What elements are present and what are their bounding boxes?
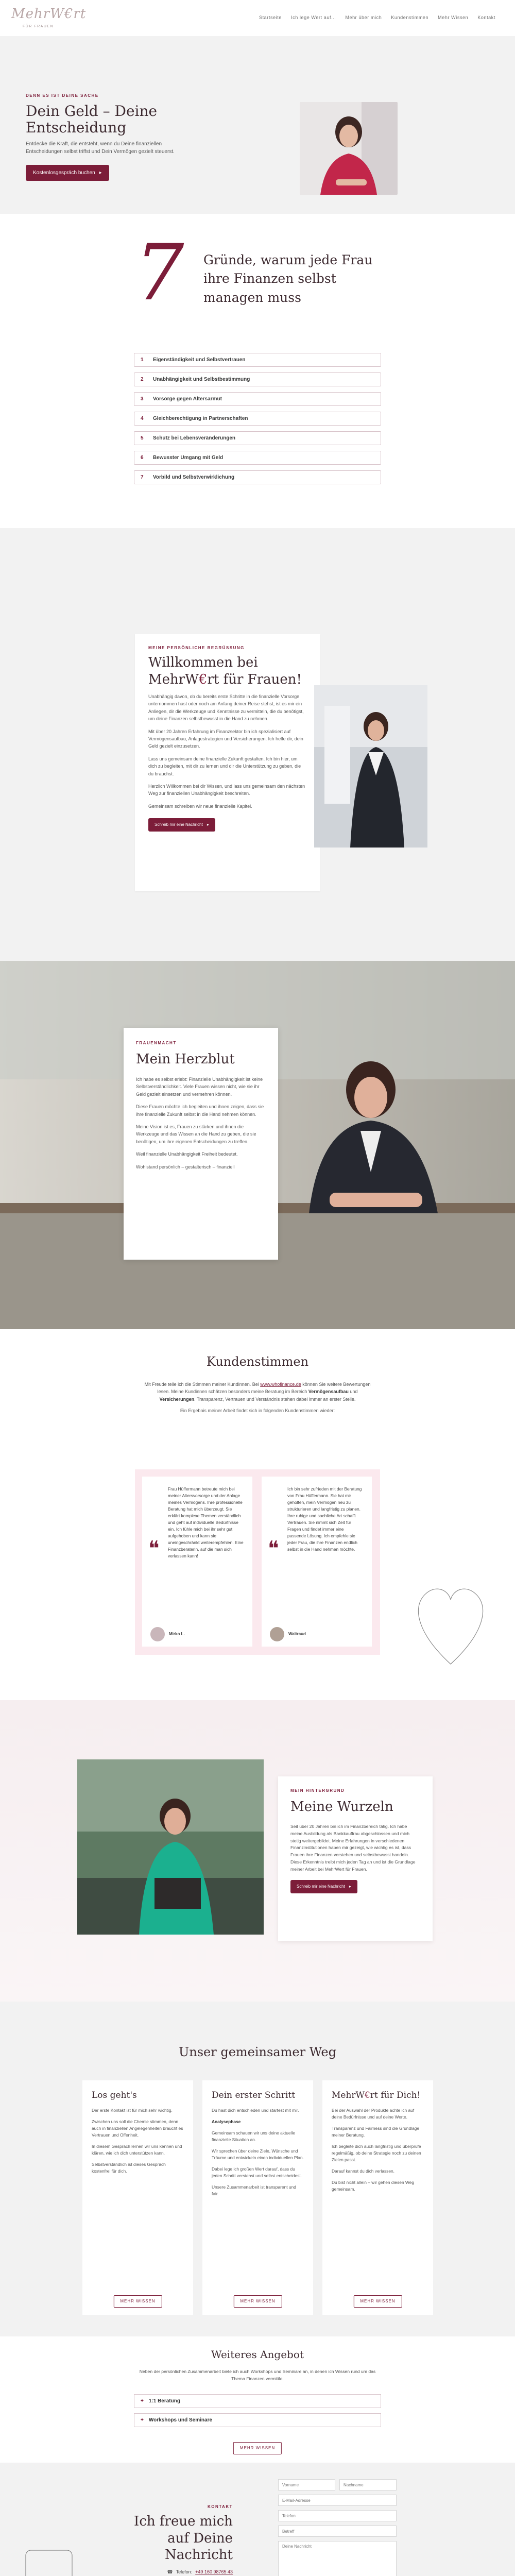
testimonials-intro-2: Ein Ergebnis meiner Arbeit findet sich in folgenden Kundenstimmen wieder:	[180, 1408, 335, 1414]
process-step-title: Los geht's	[92, 2090, 137, 2100]
herzblut-section	[0, 961, 515, 1329]
wurzeln-section	[0, 1690, 515, 2002]
herzblut-text: Wohlstand persönlich – gestalterisch – finanziell	[136, 1164, 235, 1170]
intro-text-d: . Transparenz, Vertrauen und Verständnis stehen dabei immer an erster Stelle.	[194, 1396, 356, 1402]
offers-title: Weiteres Angebot	[211, 2348, 304, 2361]
logo-mark: MehrW€rt	[11, 6, 87, 22]
welcome-text: Lass uns gemeinsam deine finanzielle Zukunft gestalten. Ich bin hier, um dich zu begleiten, mit dir zu lernen und dir die Unterstützung zu geben, die du brauchst.	[148, 756, 301, 776]
reason-item[interactable]	[134, 470, 381, 484]
arrow-right-icon: ▸	[207, 822, 209, 827]
contact-section	[0, 2463, 515, 2576]
message-button-label: Schreib mir eine Nachricht	[154, 822, 203, 827]
message-button[interactable]	[290, 1880, 357, 1893]
hero-section	[0, 36, 515, 214]
message-textarea[interactable]	[278, 2541, 397, 2576]
process-step-text: Wir sprechen über deine Ziele, Wünsche und Träume und entwickeln einen individuellen Plan.	[212, 2148, 304, 2161]
hero-content	[26, 93, 191, 181]
reason-item[interactable]	[134, 392, 381, 406]
process-title: Unser gemeinsamer Weg	[179, 2045, 336, 2059]
process-step-text: Du hast dich entschieden und startest mit mir.	[212, 2108, 299, 2113]
nav-item-startseite[interactable]: Startseite	[259, 15, 282, 20]
reason-item[interactable]	[134, 412, 381, 426]
welcome-portrait-image	[314, 685, 427, 848]
more-button[interactable]: MEHR WISSEN	[233, 2442, 282, 2454]
wurzeln-kicker: MEIN HINTERGRUND	[290, 1788, 345, 1793]
reason-label: Vorsorge gegen Altersarmut	[153, 396, 222, 402]
testimonials-carousel	[135, 1469, 380, 1655]
herzblut-card	[124, 1028, 278, 1260]
reason-number: 1	[141, 357, 144, 363]
reason-label: Bewusster Umgang mit Geld	[153, 455, 224, 461]
reason-number: 2	[141, 377, 144, 382]
arrow-right-icon: ▸	[349, 1884, 351, 1889]
avatar	[150, 1627, 165, 1641]
testimonial-text: Frau Hüffermann betreute mich bei meiner Altersvorsorge und der Anlage meines Vermögens. Ihre professionelle Beratung hat mich überzeugt. Sie erklärt komplexe Themen verständlich und geht auf individuelle Bedürfnisse ein. Ich fühle mich bei ihr sehr gut aufgehoben und kann sie uneingeschränkt weiterempfehlen. Eine Finanzberaterin, auf die man sich verlassen kann!	[168, 1486, 244, 1559]
contact-kicker: KONTAKT	[207, 2504, 233, 2509]
process-step-text: Transparenz und Fairness sind die Grundlage meiner Beratung.	[332, 2126, 420, 2138]
process-step-text: Dabei lege ich großen Wert darauf, dass du jeden Schritt verstehst und selbst entscheidest.	[212, 2166, 302, 2179]
welcome-title-prefix: Willkommen bei	[148, 655, 258, 670]
heart-outline-icon	[412, 1551, 489, 1680]
contact-info	[119, 2504, 233, 2576]
reason-number: 5	[141, 435, 144, 441]
quote-icon: ❝	[148, 1537, 160, 1561]
offer-item[interactable]	[134, 2394, 381, 2408]
reason-item[interactable]	[134, 372, 381, 386]
welcome-section	[0, 528, 515, 961]
phone-link[interactable]: +49 160 98765 43	[195, 2569, 233, 2574]
process-step-text: Der erste Kontakt ist für mich sehr wichtig.	[92, 2108, 173, 2113]
hero-text: Entdecke die Kraft, die entsteht, wenn du Deine finanziellen Entscheidungen selbst triffst und Dein Vermögen gezielt steuerst.	[26, 141, 175, 155]
hero-title: Dein Geld – Deine Entscheidung	[26, 103, 158, 137]
quote-icon: ❝	[268, 1537, 279, 1561]
reason-label: Schutz bei Lebensveränderungen	[153, 435, 236, 441]
more-button[interactable]: MEHR WISSEN	[233, 2295, 282, 2308]
offers-section	[0, 2336, 515, 2463]
herzblut-text: Weil finanzielle Unabhängigkeit Freiheit bedeutet.	[136, 1151, 238, 1157]
message-button[interactable]	[148, 818, 215, 832]
welcome-kicker: MEINE PERSÖNLICHE BEGRÜSSUNG	[148, 646, 245, 650]
process-step-text: Bei der Auswahl der Produkte achte ich auf deine Bedürfnisse und auf deine Werte.	[332, 2108, 415, 2120]
intro-text-c: und	[350, 1389, 358, 1395]
testimonial-text: Ich bin sehr zufrieden mit der Beratung von Frau Hüffermann. Sie hat mir geholfen, mein Vermögen neu zu strukturieren und langfristig zu planen. Ihre ruhige und sachliche Art schafft Vertrauen. Sie nimmt sich Zeit für Fragen und findet immer eine passende Lösung. Ich empfehle sie jeder Frau, die ihre Finanzen endlich selbst in die Hand nehmen möchte.	[287, 1486, 362, 1552]
process-step-text: Zwischen uns soll die Chemie stimmen, denn auch in finanziellen Angelegenheiten braucht es Vertrauen und Offenheit.	[92, 2119, 183, 2138]
reasons-big-number: 7	[135, 228, 184, 318]
wurzeln-text: Seit über 20 Jahren bin ich im Finanzbereich tätig. Ich habe meine Ausbildung als Bankkauffrau abgeschlossen und mich stetig weitergebildet. Meine Erfahrungen in verschiedenen Finanzinstitutionen haben mir gezeigt, wie wichtig es ist, dass Frauen ihre Finanzen verstehen und selbstbewusst handeln. Diese Erkenntnis treibt mich jeden Tag an und ist die Grundlage meiner Arbeit bei MehrWert für Frauen.	[290, 1824, 416, 1872]
offers-list	[134, 2394, 381, 2432]
reasons-list	[134, 353, 381, 490]
whofinance-link[interactable]: www.whofinance.de	[260, 1382, 301, 1387]
reason-number: 7	[141, 474, 144, 480]
welcome-card	[135, 634, 320, 891]
site-header	[0, 0, 515, 36]
process-step-title	[332, 2090, 424, 2101]
process-step-text: Ich begleite dich auch langfristig und überprüfe regelmäßig, ob deine Strategie noch zu deinen Zielen passt.	[332, 2144, 421, 2163]
more-button[interactable]: MEHR WISSEN	[353, 2295, 402, 2308]
plus-icon: +	[141, 2417, 144, 2423]
phone-hand-outline-icon	[5, 2540, 103, 2576]
process-step-text: Selbstverständlich ist dieses Gespräch kostenfrei für dich.	[92, 2162, 166, 2174]
nav-item-wissen[interactable]: Mehr Wissen	[438, 15, 469, 20]
avatar	[270, 1627, 284, 1641]
intro-text-a: Mit Freude teile ich die Stimmen meiner Kundinnen. Bei	[144, 1382, 259, 1387]
subject-input[interactable]	[278, 2526, 397, 2537]
process-step-text: In diesem Gespräch lernen wir uns kennen und klären, wie ich dich unterstützen kann.	[92, 2144, 182, 2156]
phone-input[interactable]	[278, 2510, 397, 2521]
reason-number: 6	[141, 455, 144, 461]
offer-label: Workshops und Seminare	[148, 2417, 213, 2423]
herzblut-title: Mein Herzblut	[136, 1052, 235, 1067]
testimonial-card	[262, 1477, 372, 1647]
process-step-text: Du bist nicht allein – wir gehen diesen Weg gemeinsam.	[332, 2180, 414, 2192]
welcome-text: Herzlich Willkommen bei dir Wissen, und lass uns gemeinsam den nächsten Weg zur finanziellen Unabhängigkeit beschreiten.	[148, 783, 305, 796]
reason-label: Unabhängigkeit und Selbstbestimmung	[153, 377, 250, 382]
wurzeln-title: Meine Wurzeln	[290, 1799, 393, 1815]
wurzeln-image	[77, 1759, 264, 1935]
reason-number: 4	[141, 416, 144, 421]
site-logo[interactable]	[11, 4, 87, 30]
welcome-title-suffix: für Frauen!	[223, 671, 302, 687]
process-step-text: Gemeinsam schauen wir uns deine aktuelle finanzielle Situation an.	[212, 2130, 296, 2143]
message-button-label: Schreib mir eine Nachricht	[297, 1884, 345, 1889]
contact-title: Ich freue mich auf Deine Nachricht	[134, 2514, 233, 2563]
nav-item-about[interactable]: Mehr über mich	[345, 15, 382, 20]
welcome-text: Gemeinsam schreiben wir neue finanzielle Kapitel.	[148, 803, 252, 809]
testimonial-card	[142, 1477, 252, 1647]
contact-form	[278, 2479, 397, 2576]
process-step-card	[322, 2080, 433, 2315]
testimonials-section	[0, 1329, 515, 1690]
herzblut-text: Ich habe es selbst erlebt: Finanzielle Unabhängigkeit ist keine Selbstverständlichkeit. Viele Frauen wissen nicht, wie sie ihr Geld gezielt einsetzen und vermehren können.	[136, 1077, 263, 1097]
phone-icon: ☎	[167, 2569, 173, 2574]
herzblut-kicker: FRAUENMACHT	[136, 1041, 177, 1045]
hero-kicker: DENN ES IST DEINE SACHE	[26, 93, 99, 98]
process-step-card	[202, 2080, 313, 2315]
plus-icon: +	[141, 2398, 144, 2404]
reasons-title: Gründe, warum jede Frau ihre Finanzen selbst managen muss	[203, 252, 373, 305]
intro-bold-2: Versicherungen	[159, 1396, 195, 1402]
testimonials-title: Kundenstimmen	[206, 1354, 309, 1369]
nav-item-kundenstimmen[interactable]: Kundenstimmen	[391, 15, 429, 20]
offer-label: 1:1 Beratung	[148, 2398, 180, 2404]
title-part: MehrW	[332, 2090, 365, 2100]
testimonial-author	[270, 1627, 306, 1641]
welcome-title-brand-b: €	[198, 671, 208, 687]
author-name: Waltraud	[288, 1631, 306, 1636]
welcome-text: Mit über 20 Jahren Erfahrung im Finanzsektor bin ich spezialisiert auf Vermögensaufbau, Anlagestrategien und Versicherungen. Ich helfe dir, dein Geld gezielt einzusetzen.	[148, 728, 303, 749]
welcome-text: Unabhängig davon, ob du bereits erste Schritte in die finanzielle Vorsorge unternommen hast oder noch am Anfang deiner Reise stehst, ist es mir ein Anliegen, dir die Werkzeuge und Kenntnisse zu vermitteln, die du benötigst, um deine Finanzen selbstbewusst in die Hand zu nehmen.	[148, 694, 304, 722]
process-step-card	[82, 2080, 193, 2315]
reason-item[interactable]	[134, 353, 381, 367]
process-step-subtitle: Analysephase	[212, 2119, 241, 2125]
title-part: €	[365, 2090, 370, 2100]
booking-button-label: Kostenlosgespräch buchen	[33, 170, 95, 176]
nav-item-kontakt[interactable]: Kontakt	[477, 15, 495, 20]
reason-item[interactable]	[134, 431, 381, 445]
nav-item-wert[interactable]: Ich lege Wert auf...	[291, 15, 336, 20]
welcome-title	[148, 654, 307, 688]
wurzeln-card	[278, 1776, 433, 1941]
testimonial-author	[150, 1627, 185, 1641]
testimonials-intro-text	[139, 1381, 376, 1403]
herzblut-text: Diese Frauen möchte ich begleiten und ihnen zeigen, dass sie ihre finanzielle Zukunft selbst in die Hand nehmen können.	[136, 1104, 264, 1117]
herzblut-text: Meine Vision ist es, Frauen zu stärken und ihnen die Werkzeuge und das Wissen an die Hand zu geben, die sie benötigen, um ihre eigenen Entscheidungen zu treffen.	[136, 1124, 256, 1144]
name-row	[278, 2479, 397, 2490]
booking-button[interactable]	[26, 165, 109, 181]
reasons-section	[0, 214, 515, 528]
reason-number: 3	[141, 396, 144, 402]
logo-subtitle: FÜR FRAUEN	[23, 25, 54, 28]
process-step-text: Unsere Zusammenarbeit ist transparent und fair.	[212, 2184, 296, 2197]
process-step-title: Dein erster Schritt	[212, 2090, 296, 2100]
reason-label: Vorbild und Selbstverwirklichung	[153, 474, 235, 480]
testimonials-intro	[139, 1381, 376, 1415]
author-name: Mirko L.	[169, 1631, 185, 1636]
main-nav	[259, 14, 495, 22]
welcome-title-brand-c: rt	[207, 671, 219, 687]
reason-item[interactable]	[134, 451, 381, 465]
reason-label: Gleichberechtigung in Partnerschaften	[153, 416, 248, 421]
process-step-text: Darauf kannst du dich verlassen.	[332, 2168, 394, 2174]
more-button[interactable]: MEHR WISSEN	[113, 2295, 162, 2308]
offers-intro: Neben der persönlichen Zusammenarbeit biete ich auch Workshops und Seminare an, in denen ich Wissen rund um das Thema Finanzen vermittle.	[139, 2369, 376, 2381]
process-section	[0, 2002, 515, 2336]
hero-portrait-image	[300, 102, 398, 195]
welcome-title-brand-a: MehrW	[148, 671, 199, 687]
firstname-input[interactable]	[278, 2479, 335, 2490]
lastname-input[interactable]	[339, 2479, 397, 2490]
email-input[interactable]	[278, 2495, 397, 2506]
arrow-right-icon: ▸	[99, 170, 102, 176]
title-part: rt für Dich!	[370, 2090, 421, 2100]
intro-bold-1: Vermögensaufbau	[308, 1389, 349, 1395]
contact-phone	[119, 2569, 233, 2576]
offer-item[interactable]	[134, 2413, 381, 2427]
intro-text-b: können Sie weitere Bewertungen lesen. Meine Kundinnen schätzen besonders meine Beratung im Bereich	[157, 1382, 371, 1395]
reason-label: Eigenständigkeit und Selbstvertrauen	[153, 357, 246, 363]
phone-label: Telefon:	[176, 2569, 193, 2574]
